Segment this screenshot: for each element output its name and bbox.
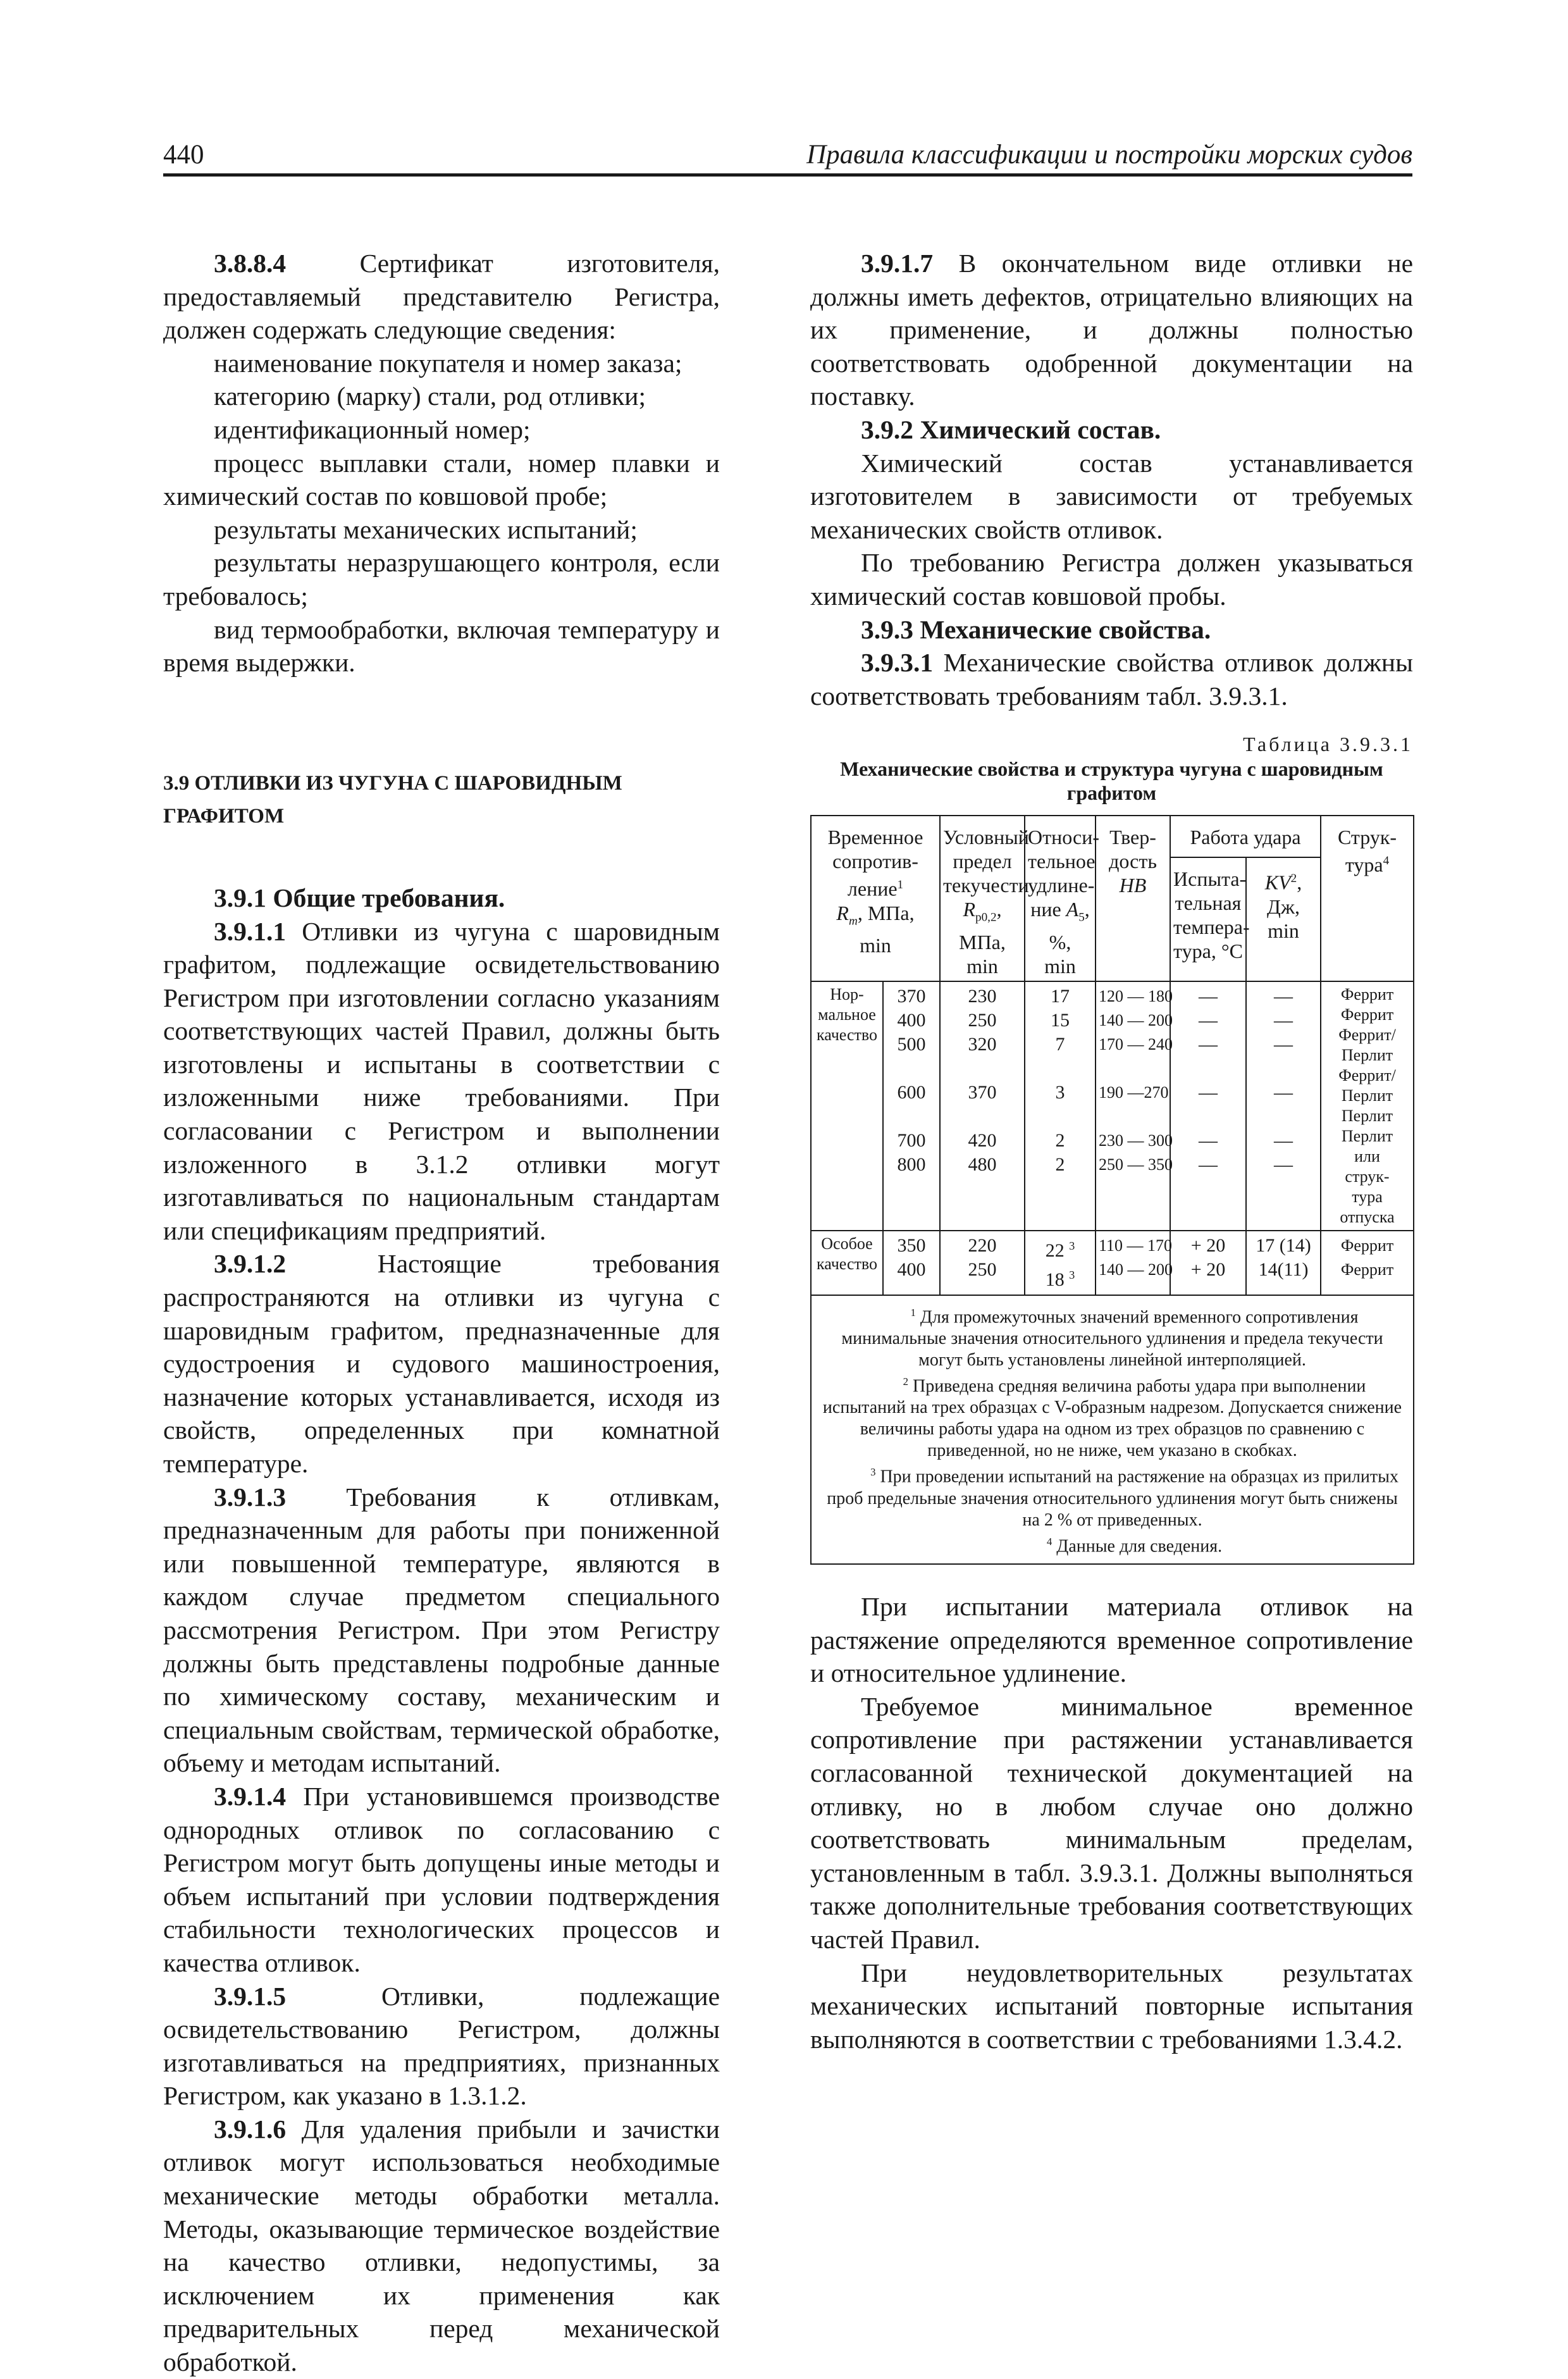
value: 420 — [968, 1129, 997, 1151]
value: 120 — 180 — [1099, 986, 1173, 1005]
paragraph-3-9-3-1 — [810, 646, 1413, 712]
header-text: МПа, — [959, 930, 1006, 953]
header-yield-strength: Условный предел текучести $R_{p0,2}$, МПа, min — [940, 816, 1025, 981]
symbol: A — [1066, 898, 1079, 921]
header-hardness — [1096, 816, 1170, 981]
cell-hb — [1096, 981, 1173, 1231]
table-title: Механические свойства и структура чугуна с шаровидным графитом — [840, 757, 1383, 805]
clause-text: Отливки из чугуна с шаровидным графитом, подлежащие освидетельствованию Регистром при изготовлении согласно указаниям соответствующих частей Правил, должны быть изготовлены и испытаны в соответствии с изложенными ниже требованиями. При согласовании с Регистром и выполнении изложенного в 3.1.2 отливки могут изготавливаться по национальным стандартам или спецификациям предприятий. — [163, 916, 720, 1245]
table-row-special-quality — [811, 1231, 1414, 1295]
value: 250 — [968, 1009, 997, 1031]
paragraph: Химический состав устанавливается изготовителем в зависимости от требуемых механических свойств отливок. — [810, 448, 1413, 544]
value: 14(11) — [1258, 1258, 1309, 1280]
value: 18 — [1045, 1269, 1065, 1290]
value: 140 — 200 — [1099, 1260, 1173, 1279]
subsection-heading: 3.9.2 Химический состав. — [861, 414, 1161, 444]
clause-text: В окончательном виде отливки не должны иметь дефектов, отрицательно влияющих на их применение, и должны полностью соответствовать одобренной документации на поставку. — [810, 249, 1413, 411]
header-text: Условный предел текучести — [943, 826, 1029, 897]
paragraph-3-9-1-5 — [163, 1980, 720, 2113]
paragraph: При неудовлетворительных результатах механических испытаний повторные испытания выполняются в соответствии с требованиями 1.3.4.2. — [810, 1958, 1413, 2054]
header-text: Твер-дость — [1109, 826, 1157, 873]
section-title: 3.9 ОТЛИВКИ ИЗ ЧУГУНА С ШАРОВИДНЫМ ГРАФИТОМ — [163, 771, 622, 828]
cell-hb — [1096, 1231, 1173, 1295]
spacer — [1173, 1057, 1243, 1081]
header-text: Дж, min — [1267, 895, 1300, 942]
clause-number: 3.9.1.3 — [214, 1482, 287, 1512]
paragraph-3-9-1-4 — [163, 1780, 720, 1980]
value: 220 — [968, 1234, 997, 1256]
paragraph-3-9-1-3 — [163, 1481, 720, 1780]
value: 600 — [897, 1081, 926, 1103]
value: 22 — [1045, 1239, 1065, 1261]
cell-structure — [1321, 1231, 1414, 1295]
value: струк- — [1345, 1167, 1390, 1186]
value: — — [1199, 1009, 1218, 1031]
footnote-text: Данные для сведения. — [1056, 1536, 1223, 1556]
mechanical-properties-table — [810, 815, 1414, 1565]
value: 250 — 350 — [1099, 1155, 1173, 1174]
cell-rp — [940, 981, 1025, 1231]
cell-structure — [1321, 981, 1414, 1231]
header-text: Струк-тура — [1337, 826, 1397, 876]
value: — — [1199, 1081, 1218, 1103]
paragraph-3-8-8-4 — [163, 247, 720, 347]
clause-number: 3.9.1.2 — [214, 1249, 287, 1279]
spacer — [810, 1565, 1413, 1590]
footnote-4: $^4$ Данные для сведения. — [1046, 1535, 1223, 1556]
cell-rm — [883, 1231, 940, 1295]
clause-number: 3.9.1.7 — [861, 249, 934, 278]
clause-number: 3.9.1.6 — [214, 2114, 287, 2144]
clause-number: 3.9.1.5 — [214, 1981, 287, 2011]
value: — — [1199, 985, 1218, 1007]
spacer — [886, 1105, 937, 1129]
paragraph-3-9-1-1 — [163, 915, 720, 1248]
group-label: Нор-мальное качество — [811, 981, 883, 1231]
list-item: результаты неразрушающего контроля, если требовалось; — [163, 548, 720, 611]
cell-temperature — [1170, 1231, 1246, 1295]
value: или — [1354, 1146, 1380, 1165]
value-with-note: 22 $^3$ — [1045, 1239, 1075, 1261]
header-text: min — [966, 954, 998, 978]
value: отпуска — [1340, 1207, 1395, 1226]
cell-temperature — [1170, 981, 1246, 1231]
footnote-2: $^2$ Приведена средняя величина работы удара при выполнении испытаний на трех образцах с V-образным надрезом. Допускается снижение величины работы удара на одном из трех образцов по сравнению с приведенной, но не ниже, чем указано в скобках. — [822, 1376, 1402, 1461]
list-item: вид термообработки, включая температуру и время выдержки. — [163, 614, 720, 678]
paragraph-3-9-1-6 — [163, 2113, 720, 2379]
spacer — [943, 1057, 1022, 1081]
value: 190 —270 — [1099, 1083, 1169, 1102]
footnote-3: $^3$ При проведении испытаний на растяжение на образцах из прилитых проб предельные значения относительного удлинения могут быть снижены на 2 % от приведенных. — [827, 1466, 1398, 1530]
cell-rm — [883, 981, 940, 1231]
footnote-text: Приведена средняя величина работы удара при выполнении испытаний на трех образцах с V-образным надрезом. Допускается снижение величины работы удара на одном из трех образцов по сравнению с приведенной, но не ниже, чем указано в скобках. — [822, 1376, 1402, 1461]
header-kv: $KV^2$, Дж, min — [1246, 857, 1321, 981]
clause-text: Отливки, подлежащие освидетельствованию Регистром, должны изготавливаться на предприятиях, признанных Регистром, как указано в 1.3.1.2. — [163, 1981, 720, 2111]
value: 800 — [897, 1153, 926, 1175]
value: 250 — [968, 1258, 997, 1280]
value: + 20 — [1190, 1258, 1226, 1280]
value: Перлит — [1341, 1126, 1393, 1145]
value: Феррит — [1340, 1236, 1394, 1255]
value: — — [1199, 1129, 1218, 1151]
value: 480 — [968, 1153, 997, 1175]
clause-text: При установившемся производстве однородных отливок по согласованию с Регистром могут быть допущены иные методы и объем испытаний при условии подтверждения стабильности технологических процессов и качества отливок. — [163, 1781, 720, 1977]
value: — — [1274, 1081, 1293, 1103]
value: — — [1199, 1033, 1218, 1055]
clause-text: Требования к отливкам, предназначенным для работы при пониженной или повышенной температуре, являются в каждом случае предметом специального рассмотрения Регистром. При этом Регистру должны быть представлены подробные данные по химическому составу, механическим и специальным свойствам, термической обработке, объему и методам испытаний. — [163, 1482, 720, 1778]
header-text: Временное сопротив-ление — [827, 826, 923, 900]
value: 400 — [897, 1258, 926, 1280]
page-number: 440 — [163, 140, 204, 170]
value: тура — [1352, 1187, 1383, 1206]
value: 320 — [968, 1033, 997, 1055]
header-text: , МПа, — [857, 901, 915, 924]
value: 3 — [1055, 1081, 1065, 1103]
list-item: результаты механических испытаний; — [214, 514, 638, 544]
table-footnotes — [811, 1295, 1414, 1564]
subsection-heading: 3.9.1 Общие требования. — [214, 883, 505, 912]
value: 370 — [968, 1081, 997, 1103]
left-column — [163, 247, 720, 2379]
value: — — [1274, 1033, 1293, 1055]
spacer — [1099, 1105, 1167, 1129]
value: 400 — [897, 1009, 926, 1031]
value: Феррит — [1340, 1005, 1394, 1024]
value: 350 — [897, 1234, 926, 1256]
list-item: процесс выплавки стали, номер плавки и химический состав по ковшовой пробе; — [163, 448, 720, 511]
value: 500 — [897, 1033, 926, 1055]
header-text: %, — [1049, 930, 1071, 953]
clause-number: 3.9.1.4 — [214, 1781, 287, 1811]
footnotes-cell — [811, 1295, 1414, 1564]
value: 370 — [897, 985, 926, 1007]
spacer — [1028, 1057, 1092, 1081]
value: 17 — [1051, 985, 1070, 1007]
value-with-note: 18 $^3$ — [1045, 1268, 1075, 1290]
value: Перлит — [1341, 1106, 1393, 1125]
value: Феррит/ — [1338, 1065, 1396, 1084]
header-structure: Струк-тура$^4$ — [1321, 816, 1414, 981]
symbol: R — [836, 901, 849, 924]
right-column — [810, 247, 1413, 2056]
value: Перлит — [1341, 1086, 1393, 1105]
header-elongation: Относи-тельное удлине-ние $A_5$, %, min — [1025, 816, 1096, 981]
spacer — [1173, 1105, 1243, 1129]
value: Феррит — [1340, 1260, 1394, 1279]
value: — — [1274, 985, 1293, 1007]
header-impact-energy: Работа удара — [1170, 816, 1321, 857]
spacer — [943, 1105, 1022, 1129]
cell-kv — [1246, 981, 1321, 1231]
header-text: min — [1044, 954, 1076, 978]
clause-text: Для удаления прибыли и зачистки отливок могут использоваться необходимые механические методы обработки металла. Методы, оказывающие термическое воздействие на качество отливки, недопустимы, за исключением их применения как предварительных перед механической обработкой. — [163, 2114, 720, 2377]
paragraph-3-9-1-2 — [163, 1247, 720, 1480]
subsection-heading: 3.9.3 Механические свойства. — [861, 614, 1211, 644]
value: 230 — 300 — [1099, 1131, 1173, 1150]
paragraph-3-9-1-7 — [810, 247, 1413, 413]
clause-text: Механические свойства отливок должны соответствовать требованиям табл. 3.9.3.1. — [810, 648, 1413, 711]
value: 15 — [1051, 1009, 1070, 1031]
group-label: Особое качество — [811, 1231, 883, 1295]
spacer — [1099, 1057, 1167, 1081]
list-item: идентификационный номер; — [214, 414, 531, 444]
value: 230 — [968, 985, 997, 1007]
value: 2 — [1055, 1129, 1065, 1151]
cell-rp — [940, 1231, 1025, 1295]
paragraph: При испытании материала отливок на растяжение определяются временное сопротивление и относительное удлинение. — [810, 1592, 1413, 1688]
clause-number: 3.8.8.4 — [214, 249, 287, 278]
list-item: категорию (марку) стали, род отливки; — [214, 382, 646, 411]
value: — — [1274, 1129, 1293, 1151]
running-title: Правила классификации и постройки морских судов — [806, 140, 1412, 170]
value: 7 — [1055, 1033, 1065, 1055]
value: 140 — 200 — [1099, 1010, 1173, 1029]
clause-text: Сертификат изготовителя, предоставляемый представителю Регистра, должен содержать следующие сведения: — [163, 249, 720, 345]
paragraph: Требуемое минимальное временное сопротивление при растяжении устанавливается согласованной технической документацией на отливку, но в любом случае оно должно соответствовать минимальным пределам, установленным в табл. 3.9.3.1. Должны выполняться также дополнительные требования соответствующих частей Правил. — [810, 1691, 1413, 1954]
symbol: R — [963, 898, 975, 921]
symbol-sub: 5 — [1078, 910, 1085, 924]
footnote-text: Для промежуточных значений временного сопротивления минимальные значения относительного удлинения и предела текучести могут быть установлены линейной интерполяцией. — [841, 1307, 1383, 1370]
header-text: HB — [1119, 874, 1147, 897]
table-caption: Таблица 3.9.3.1 — [1243, 733, 1413, 756]
value: — — [1199, 1153, 1218, 1175]
spacer — [1249, 1057, 1318, 1081]
value: Феррит — [1340, 985, 1394, 1003]
value: 2 — [1055, 1153, 1065, 1175]
header-text: min — [860, 934, 891, 957]
value: 110 — 170 — [1099, 1236, 1173, 1255]
value: 170 — 240 — [1099, 1034, 1173, 1053]
cell-a5 — [1025, 981, 1096, 1231]
spacer — [886, 1057, 937, 1081]
symbol-sub: m — [848, 914, 858, 928]
value: + 20 — [1190, 1234, 1226, 1256]
header-tensile-strength: Временное сопротив-ление$^1$ $R_m$, МПа, min — [811, 816, 940, 981]
table-row-normal-quality — [811, 981, 1414, 1231]
footnote-text: При проведении испытаний на растяжение на образцах из прилитых проб предельные значения относительного удлинения могут быть снижены на 2 % от приведенных. — [827, 1467, 1398, 1530]
symbol: KV — [1264, 871, 1291, 894]
clause-number: 3.9.1.1 — [214, 916, 287, 946]
cell-kv — [1246, 1231, 1321, 1295]
list-item: наименование покупателя и номер заказа; — [214, 348, 682, 378]
spacer — [1249, 1105, 1318, 1129]
clause-text: Настоящие требования распространяются на отливки из чугуна с шаровидным графитом, предназначенные для судостроения и судового машиностроения, назначение которых устанавливается, исходя из свойств, определенных при комнатной температуре. — [163, 1249, 720, 1478]
value: 17 (14) — [1256, 1234, 1311, 1256]
cell-a5 — [1025, 1231, 1096, 1295]
paragraph: По требованию Регистра должен указываться химический состав ковшовой пробы. — [810, 548, 1413, 611]
footnote-1: $^1$ Для промежуточных значений временного сопротивления минимальные значения относительного удлинения и предела текучести могут быть установлены линейной интерполяцией. — [841, 1306, 1383, 1370]
value: 700 — [897, 1129, 926, 1151]
spacer — [1028, 1105, 1092, 1129]
header-text: Относи-тельное удлине-ние — [1028, 826, 1099, 921]
clause-number: 3.9.3.1 — [861, 648, 934, 678]
value: — — [1274, 1153, 1293, 1175]
header-test-temperature: Испыта-тельная темпера-тура, °С — [1170, 857, 1246, 981]
symbol-sub: p0,2 — [975, 910, 997, 924]
value: Феррит/ — [1338, 1025, 1396, 1044]
value: — — [1274, 1009, 1293, 1031]
page-header — [163, 134, 1412, 177]
value: Перлит — [1341, 1045, 1393, 1064]
